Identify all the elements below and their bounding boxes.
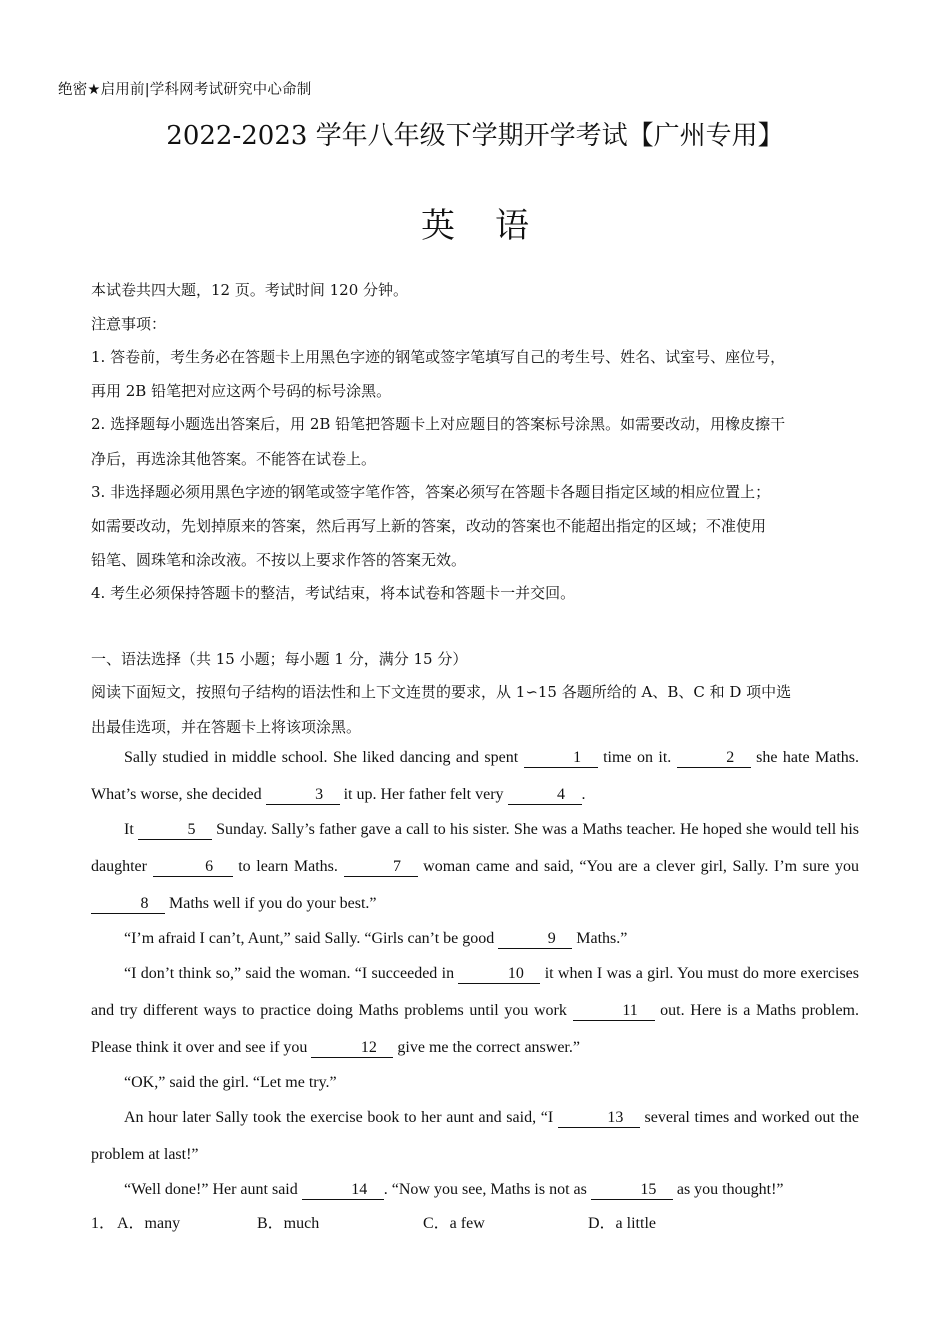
blank-8: 8 (91, 895, 165, 914)
section-directions-line-1: 阅读下面短文，按照句子结构的语法性和上下文连贯的要求，从 1∽15 各题所给的 A、B、C 和 D 项中选 (91, 683, 792, 701)
subject-title: 英语 (421, 206, 569, 246)
note-2-line-1: 2. 选择题每小题选出答案后，用 2B 铅笔把答题卡上对应题目的答案标号涂黑。如需要改动，用橡皮擦干 (91, 415, 786, 433)
question-1-option-c[interactable]: C．a few (423, 1215, 485, 1232)
question-1-number: 1． (91, 1215, 116, 1232)
note-1-line-2: 再用 2B 铅笔把对应这两个号码的标号涂黑。 (91, 382, 392, 400)
blank-6: 6 (153, 858, 233, 877)
confidential-label: 绝密★启用前|学科网考试研究中心命制 (58, 82, 312, 98)
blank-14: 14 (302, 1181, 384, 1200)
passage-paragraph-4: “I don’t think so,” said the woman. “I succeeded in 10 it when I was a girl. You must do more exercises and try different ways to practice doing Maths problems until you work 11 out. Here is a Maths problem. Please think it over and see if you 12 give me the correct answer.” (91, 965, 860, 1056)
blank-12: 12 (311, 1039, 393, 1058)
question-1-option-b[interactable]: B．much (257, 1215, 320, 1232)
notes-title: 注意事项： (91, 315, 167, 333)
note-3-line-1: 3. 非选择题必须用黑色字迹的钢笔或签字笔作答，答案必须写在答题卡各题目指定区域的相应位置上； (91, 483, 771, 501)
note-1-line-1: 1. 答卷前，考生务必在答题卡上用黑色字迹的钢笔或签字笔填写自己的考生号、姓名、试室号、座位号， (91, 348, 786, 366)
passage-paragraph-5: “OK,” said the girl. “Let me try.” (124, 1074, 337, 1091)
note-2-line-2: 净后，再选涂其他答案。不能答在试卷上。 (91, 450, 377, 468)
blank-1: 1 (524, 749, 598, 768)
passage-paragraph-3: “I’m afraid I can’t, Aunt,” said Sally. “Girls can’t be good 9 Maths.” (124, 930, 628, 947)
blank-3: 3 (266, 786, 340, 805)
blank-15: 15 (591, 1181, 673, 1200)
note-4: 4. 考生必须保持答题卡的整洁，考试结束，将本试卷和答题卡一并交回。 (91, 584, 576, 602)
blank-2: 2 (677, 749, 751, 768)
blank-4: 4 (508, 786, 582, 805)
blank-7: 7 (344, 858, 418, 877)
exam-title: 2022-2023 学年八年级下学期开学考试【广州专用】 (166, 121, 784, 151)
section-directions-line-2: 出最佳选项，并在答题卡上将该项涂黑。 (91, 718, 362, 736)
passage-paragraph-6: An hour later Sally took the exercise book to her aunt and said, “I 13 several times and worked out the problem at last!” (91, 1109, 859, 1163)
blank-11: 11 (573, 1002, 655, 1021)
blank-5: 5 (138, 821, 212, 840)
exam-intro: 本试卷共四大题，12 页。考试时间 120 分钟。 (91, 281, 409, 299)
section-heading: 一、语法选择（共 15 小题；每小题 1 分，满分 15 分） (91, 650, 468, 668)
passage-paragraph-2: It 5 Sunday. Sally’s father gave a call to his sister. She was a Maths teacher. He hoped she would tell his daughter 6 to learn Maths. 7 woman came and said, “You are a clever girl, Sally. I’m sure you 8 Maths well if you do your best.” (91, 821, 860, 912)
passage-paragraph-7: “Well done!” Her aunt said 14 . “Now you see, Maths is not as 15 as you thought!” (124, 1181, 784, 1198)
question-1-option-a[interactable]: A．many (117, 1215, 181, 1232)
note-3-line-3: 铅笔、圆珠笔和涂改液。不按以上要求作答的答案无效。 (91, 551, 467, 569)
question-1-option-d[interactable]: D．a little (588, 1215, 656, 1232)
blank-13: 13 (558, 1109, 640, 1128)
passage-paragraph-1: Sally studied in middle school. She liked dancing and spent 1 time on it. 2 she hate Maths. What’s worse, she decided 3 it up. Her father felt very 4 . (91, 749, 860, 803)
blank-9: 9 (498, 930, 572, 949)
note-3-line-2: 如需要改动，先划掉原来的答案，然后再写上新的答案，改动的答案也不能超出指定的区域；不准使用 (91, 517, 767, 535)
blank-10: 10 (458, 965, 540, 984)
